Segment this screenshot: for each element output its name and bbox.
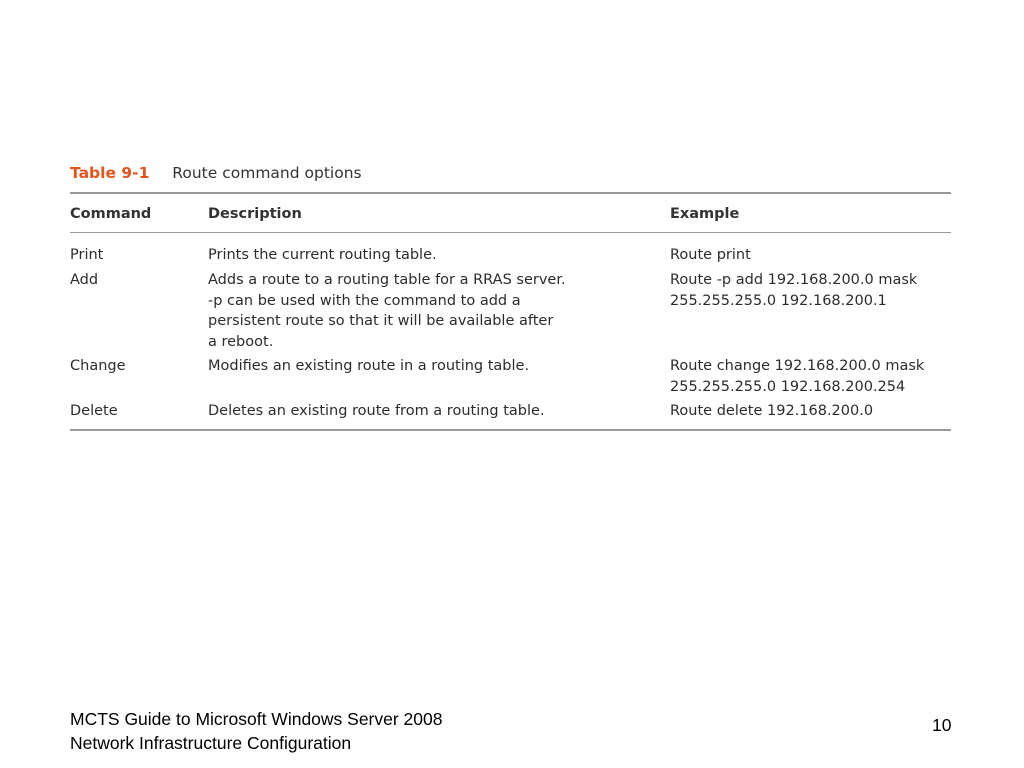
page-number: 10 xyxy=(932,715,952,735)
row-add-description xyxy=(208,270,658,352)
example-line: Route delete 192.168.200.0 xyxy=(670,403,874,419)
description-line: persistent route so that it will be available after xyxy=(208,313,554,329)
row-change-description xyxy=(208,356,658,377)
row-print-command: Print xyxy=(70,247,104,263)
description-line: Prints the current routing table. xyxy=(208,247,437,263)
description-line: a reboot. xyxy=(208,333,274,350)
header-example: Example xyxy=(670,206,740,222)
example-line: Route print xyxy=(670,247,751,263)
description-line: -p can be used with the command to add a xyxy=(208,292,521,309)
table-bottom-rule xyxy=(70,429,951,431)
row-delete-description xyxy=(208,401,658,422)
table-header-rule xyxy=(70,232,951,233)
description-line: Adds a route to a routing table for a RRAS server. xyxy=(208,272,566,288)
slide-footer xyxy=(70,707,443,755)
row-print-example xyxy=(670,245,960,266)
footer-line-1: MCTS Guide to Microsoft Windows Server 2008 xyxy=(70,709,443,729)
table-caption xyxy=(70,164,362,182)
description-line: Modifies an existing route in a routing table. xyxy=(208,358,530,374)
example-line: Route -p add 192.168.200.0 mask xyxy=(670,272,918,288)
row-change-command: Change xyxy=(70,358,126,374)
row-delete-example xyxy=(670,401,960,422)
description-line: Deletes an existing route from a routing table. xyxy=(208,403,545,419)
footer-line-2: Network Infrastructure Configuration xyxy=(70,733,352,753)
table-label: Table 9-1 xyxy=(70,164,150,182)
example-line: 255.255.255.0 192.168.200.1 xyxy=(670,292,887,309)
table-top-rule xyxy=(70,192,951,194)
example-line: Route change 192.168.200.0 mask xyxy=(670,358,925,374)
row-add-example xyxy=(670,270,960,311)
header-description: Description xyxy=(208,206,302,222)
row-delete-command: Delete xyxy=(70,403,118,419)
row-change-example xyxy=(670,356,960,397)
example-line: 255.255.255.0 192.168.200.254 xyxy=(670,378,906,395)
header-command: Command xyxy=(70,206,152,222)
table-title: Route command options xyxy=(172,164,362,182)
row-print-description xyxy=(208,245,658,266)
row-add-command: Add xyxy=(70,272,99,288)
